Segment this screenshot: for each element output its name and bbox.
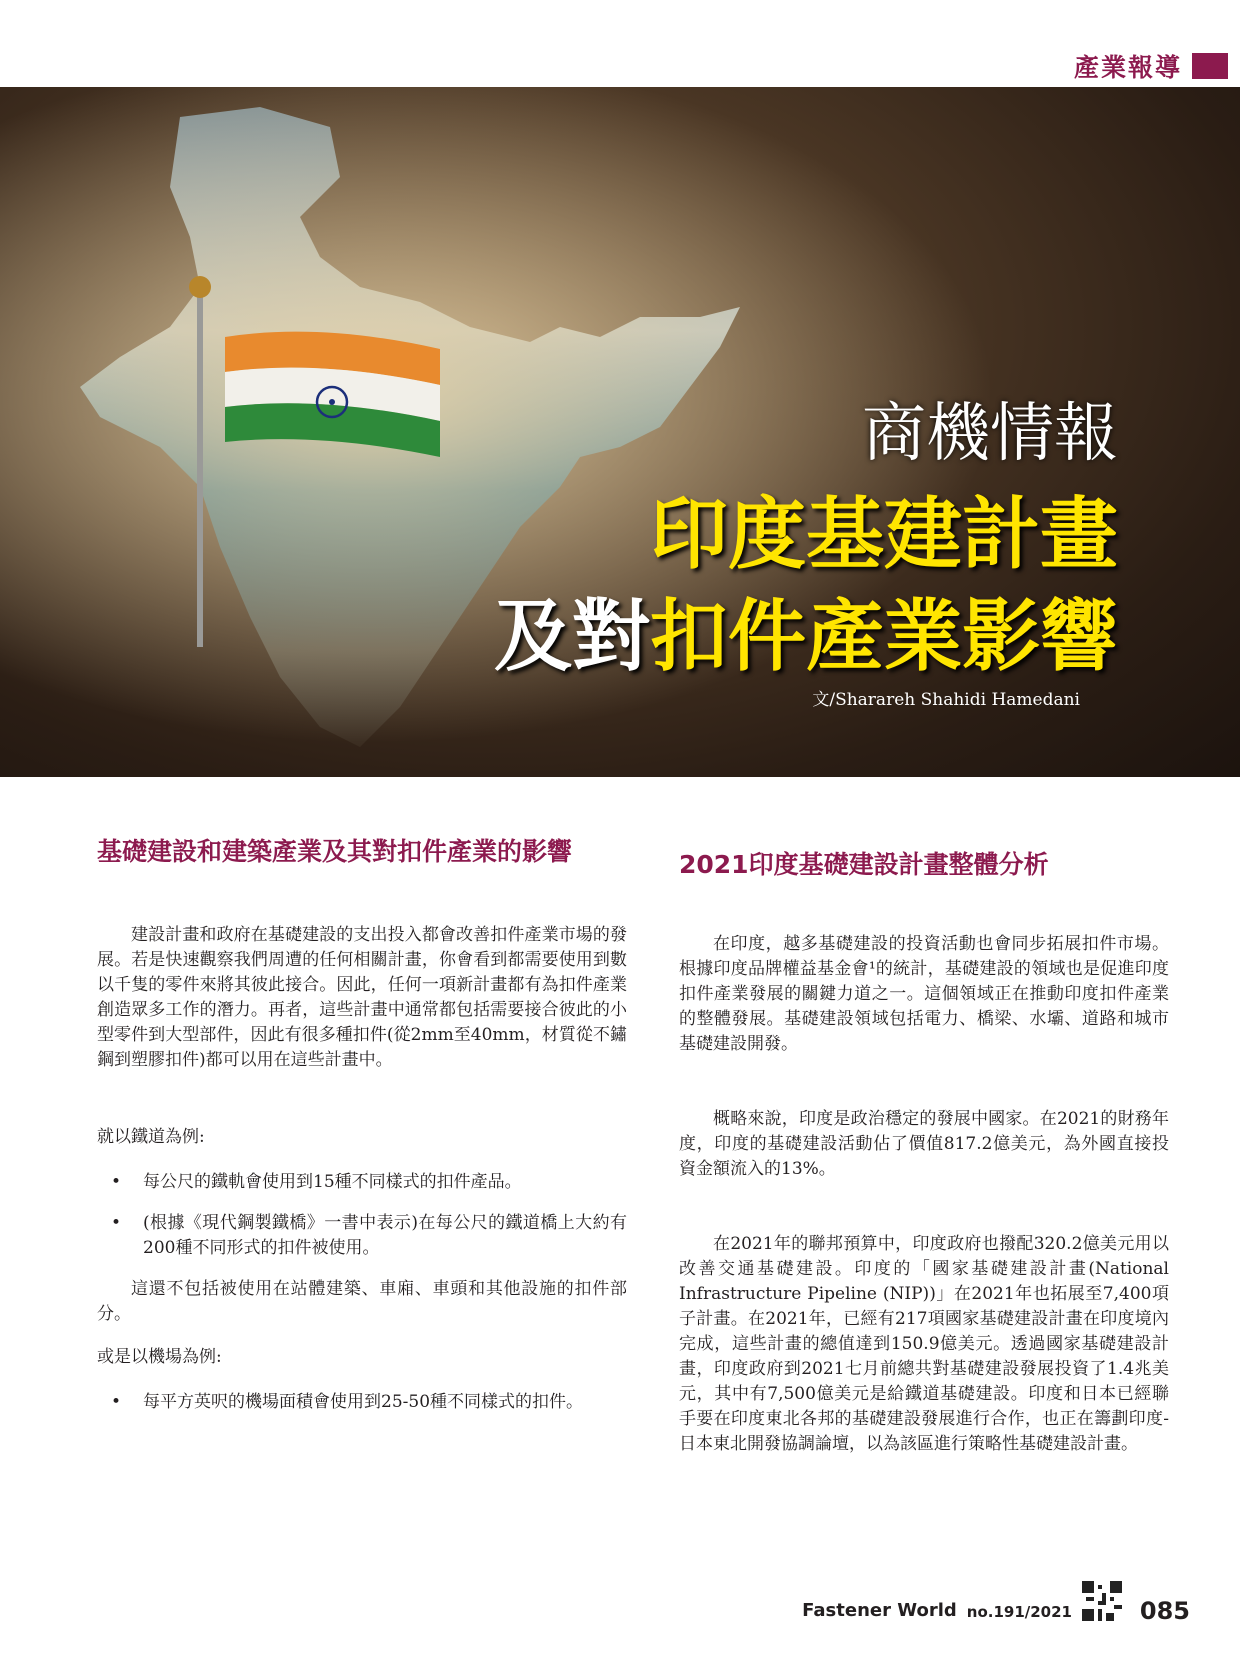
- byline: 文/Sharareh Shahidi Hamedani: [812, 690, 1080, 710]
- hero-title-line3: [494, 574, 1118, 686]
- magazine-name: Fastener World: [802, 1600, 957, 1621]
- hero-banner: [0, 87, 1240, 777]
- right-column: [679, 848, 1169, 1457]
- railway-bullet-2: • (根據《現代鋼製鐵橋》一書中表示)在每公尺的鐵道橋上大約有200種不同形式的扣件被使用。: [97, 1211, 627, 1261]
- right-heading: 2021印度基礎建設計畫整體分析: [679, 850, 1049, 879]
- right-paragraph-2: 概略來說，印度是政治穩定的發展中國家。在2021的財務年度，印度的基礎建設活動佔了價值817.2億美元，為外國直接投資金額流入的13%。: [679, 1109, 1169, 1179]
- airport-intro: 或是以機場為例:: [97, 1347, 222, 1367]
- left-heading: 基礎建設和建築產業及其對扣件產業的影響: [97, 837, 573, 866]
- railway-bullet-list: [97, 1170, 627, 1261]
- right-paragraph-3: 在2021年的聯邦預算中，印度政府也撥配320.2億美元用以改善交通基礎建設。印度的「國家基礎建設計畫(National Infrastructure Pipeline (NIP))」在2021年也拓展至7,400項子計畫。在2021年，已經有217項國家基礎建設計畫在印度境內完成，這些計畫的總值達到150.9億美元。透過國家基礎建設計畫，印度政府到2021七月前總共對基礎建設發展投資了1.4兆美元，其中有7,500億美元是給鐵道基礎建設。印度和日本已經聯手要在印度東北各邦的基礎建設發展進行合作，也正在籌劃印度-日本東北開發協調論壇，以為該區進行策略性基礎建設計畫。: [679, 1234, 1169, 1454]
- hero-title-line1: 商機情報: [862, 397, 1118, 471]
- railway-bullet-1: • 每公尺的鐵軌會使用到15種不同樣式的扣件產品。: [97, 1170, 627, 1195]
- left-paragraph-exclude: 這還不包括被使用在站體建築、車廂、車頭和其他設施的扣件部分。: [97, 1279, 627, 1324]
- left-paragraph-1: 建設計畫和政府在基礎建設的支出投入都會改善扣件產業市場的發展。若是快速觀察我們周遭的任何相關計畫，你會看到都需要使用到數以千隻的零件來將其彼此接合。因此，任何一項新計畫都有為扣件產業創造眾多工作的潛力。再者，這些計畫中通常都包括需要接合彼此的小型零件到大型部件，因此有很多種扣件(從2mm至40mm，材質從不鏽鋼到塑膠扣件)都可以用在這些計畫中。: [97, 925, 627, 1070]
- railway-intro: 就以鐵道為例:: [97, 1127, 205, 1147]
- india-flag: [225, 332, 440, 457]
- flag-pole-finial: [189, 276, 211, 298]
- section-tag-text: 產業報導: [1073, 53, 1182, 82]
- section-tag-bar: [1192, 53, 1228, 79]
- issue-number: no.191/2021: [966, 1603, 1072, 1621]
- airport-bullet-1: • 每平方英呎的機場面積會使用到25-50種不同樣式的扣件。: [97, 1390, 627, 1415]
- page-number: 085: [1139, 1597, 1190, 1625]
- qr-code-icon: [1082, 1581, 1122, 1621]
- hero-title-line3-white: 及對: [493, 592, 650, 682]
- hero-title-line3-yellow: 扣件產業影響: [649, 592, 1118, 682]
- left-column: [97, 835, 627, 1415]
- page-footer: [802, 1581, 1122, 1621]
- airport-bullet-list: [97, 1390, 627, 1415]
- section-tag: [1074, 50, 1228, 82]
- hero-title-line2: 印度基建計畫: [649, 490, 1118, 580]
- right-paragraph-1: 在印度，越多基礎建設的投資活動也會同步拓展扣件市場。根據印度品牌權益基金會¹的統計，基礎建設的領域也是促進印度扣件產業發展的關鍵力道之一。這個領域正在推動印度扣件產業的整體發展。基礎建設領域包括電力、橋梁、水壩、道路和城市基礎建設開發。: [679, 934, 1169, 1054]
